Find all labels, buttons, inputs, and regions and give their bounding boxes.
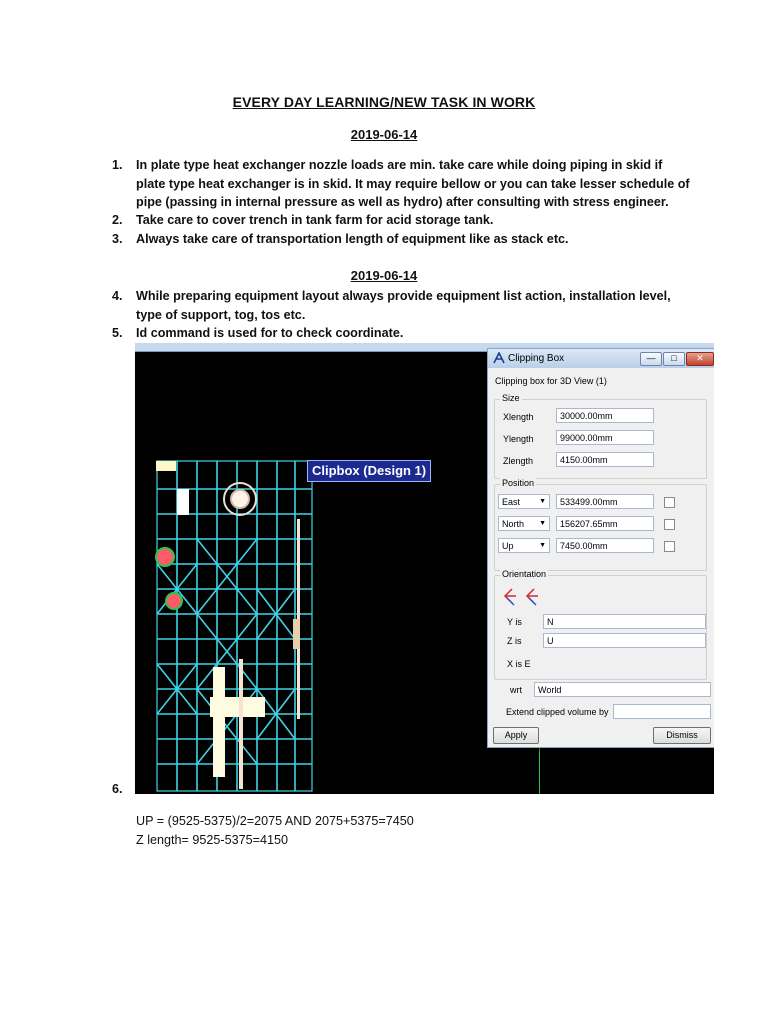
close-icon[interactable]: ✕ [686, 352, 714, 366]
extend-label: Extend clipped volume by [506, 707, 609, 717]
date-heading: 2019-06-14 [350, 268, 418, 283]
item-text: Id command is used for to check coordinate. [136, 326, 404, 340]
clipbox-label: Clipbox (Design 1) [307, 460, 431, 482]
north-lock-checkbox[interactable] [664, 519, 675, 530]
zlength-label: Zlength [503, 456, 534, 466]
model-view [155, 459, 355, 794]
item-number: 6. [112, 782, 123, 796]
zlength-field[interactable]: 4150.00mm [556, 452, 654, 467]
wrt-label: wrt [510, 685, 522, 695]
calc-line: Z length= 9525-5375=4150 [136, 833, 288, 847]
up-field[interactable]: 7450.00mm [556, 538, 654, 553]
embedded-screenshot [135, 343, 714, 794]
list-item [112, 211, 692, 230]
position-caption: Position [502, 478, 535, 488]
east-field[interactable]: 533499.00mm [556, 494, 654, 509]
position-north-dropdown[interactable] [498, 516, 550, 531]
apply-button[interactable]: Apply [493, 727, 539, 744]
z-is-label: Z is [507, 636, 522, 646]
axis-line [539, 748, 540, 794]
ylength-field[interactable]: 99000.00mm [556, 430, 654, 445]
position-up-dropdown[interactable] [498, 538, 550, 553]
wrt-field[interactable]: World [534, 682, 711, 697]
list-item [112, 156, 692, 212]
document-title: EVERY DAY LEARNING/NEW TASK IN WORK [232, 94, 536, 110]
calc-line: UP = (9525-5375)/2=2075 AND 2075+5375=7450 [136, 814, 414, 828]
item-text: While preparing equipment layout always provide equipment list action, installation level, type of support, tog, tos etc. [136, 289, 671, 322]
list-item [112, 230, 692, 249]
clipping-box-dialog [487, 348, 714, 748]
item-number: 3. [112, 232, 123, 246]
dialog-subtitle: Clipping box for 3D View (1) [495, 376, 607, 386]
maximize-icon[interactable]: □ [663, 352, 685, 366]
item-number: 2. [112, 213, 123, 227]
up-lock-checkbox[interactable] [664, 541, 675, 552]
item-number: 5. [112, 326, 123, 340]
item-text: Take care to cover trench in tank farm for acid storage tank. [136, 213, 494, 227]
dropdown-value: East [502, 497, 521, 507]
item-text: In plate type heat exchanger nozzle loads are min. take care while doing piping in skid if plate type heat exchanger is in skid. It may require bellow or you can take lesser schedule of pipe (passing in internal pressure as well as hydro) after consulting with stress engineer. [136, 158, 690, 209]
item-number: 4. [112, 289, 123, 303]
chevron-down-icon: ▼ [539, 542, 546, 549]
xlength-field[interactable]: 30000.00mm [556, 408, 654, 423]
date-heading: 2019-06-14 [350, 127, 418, 142]
list-item [112, 287, 692, 324]
item-number: 1. [112, 158, 123, 172]
east-lock-checkbox[interactable] [664, 497, 675, 508]
y-is-label: Y is [507, 617, 522, 627]
chevron-down-icon: ▼ [539, 520, 546, 527]
y-is-field[interactable]: N [543, 614, 706, 629]
extend-field[interactable] [613, 704, 711, 719]
size-caption: Size [502, 393, 520, 403]
ylength-label: Ylength [503, 434, 534, 444]
dialog-titlebar[interactable] [488, 349, 714, 368]
z-is-field[interactable]: U [543, 633, 706, 648]
app-logo-icon [493, 352, 505, 364]
minimize-icon[interactable]: — [640, 352, 662, 366]
dropdown-value: Up [502, 541, 514, 551]
x-is-label: X is E [507, 659, 531, 669]
chevron-down-icon: ▼ [539, 498, 546, 505]
north-field[interactable]: 156207.65mm [556, 516, 654, 531]
dropdown-value: North [502, 519, 525, 529]
dismiss-button[interactable]: Dismiss [653, 727, 711, 744]
dialog-title: Clipping Box [508, 353, 565, 364]
orientation-pick-icon[interactable] [503, 587, 541, 607]
item-text: Always take care of transportation length of equipment like as stack etc. [136, 232, 569, 246]
xlength-label: Xlength [503, 412, 534, 422]
position-east-dropdown[interactable] [498, 494, 550, 509]
list-item [112, 324, 692, 343]
orientation-caption: Orientation [502, 569, 547, 579]
